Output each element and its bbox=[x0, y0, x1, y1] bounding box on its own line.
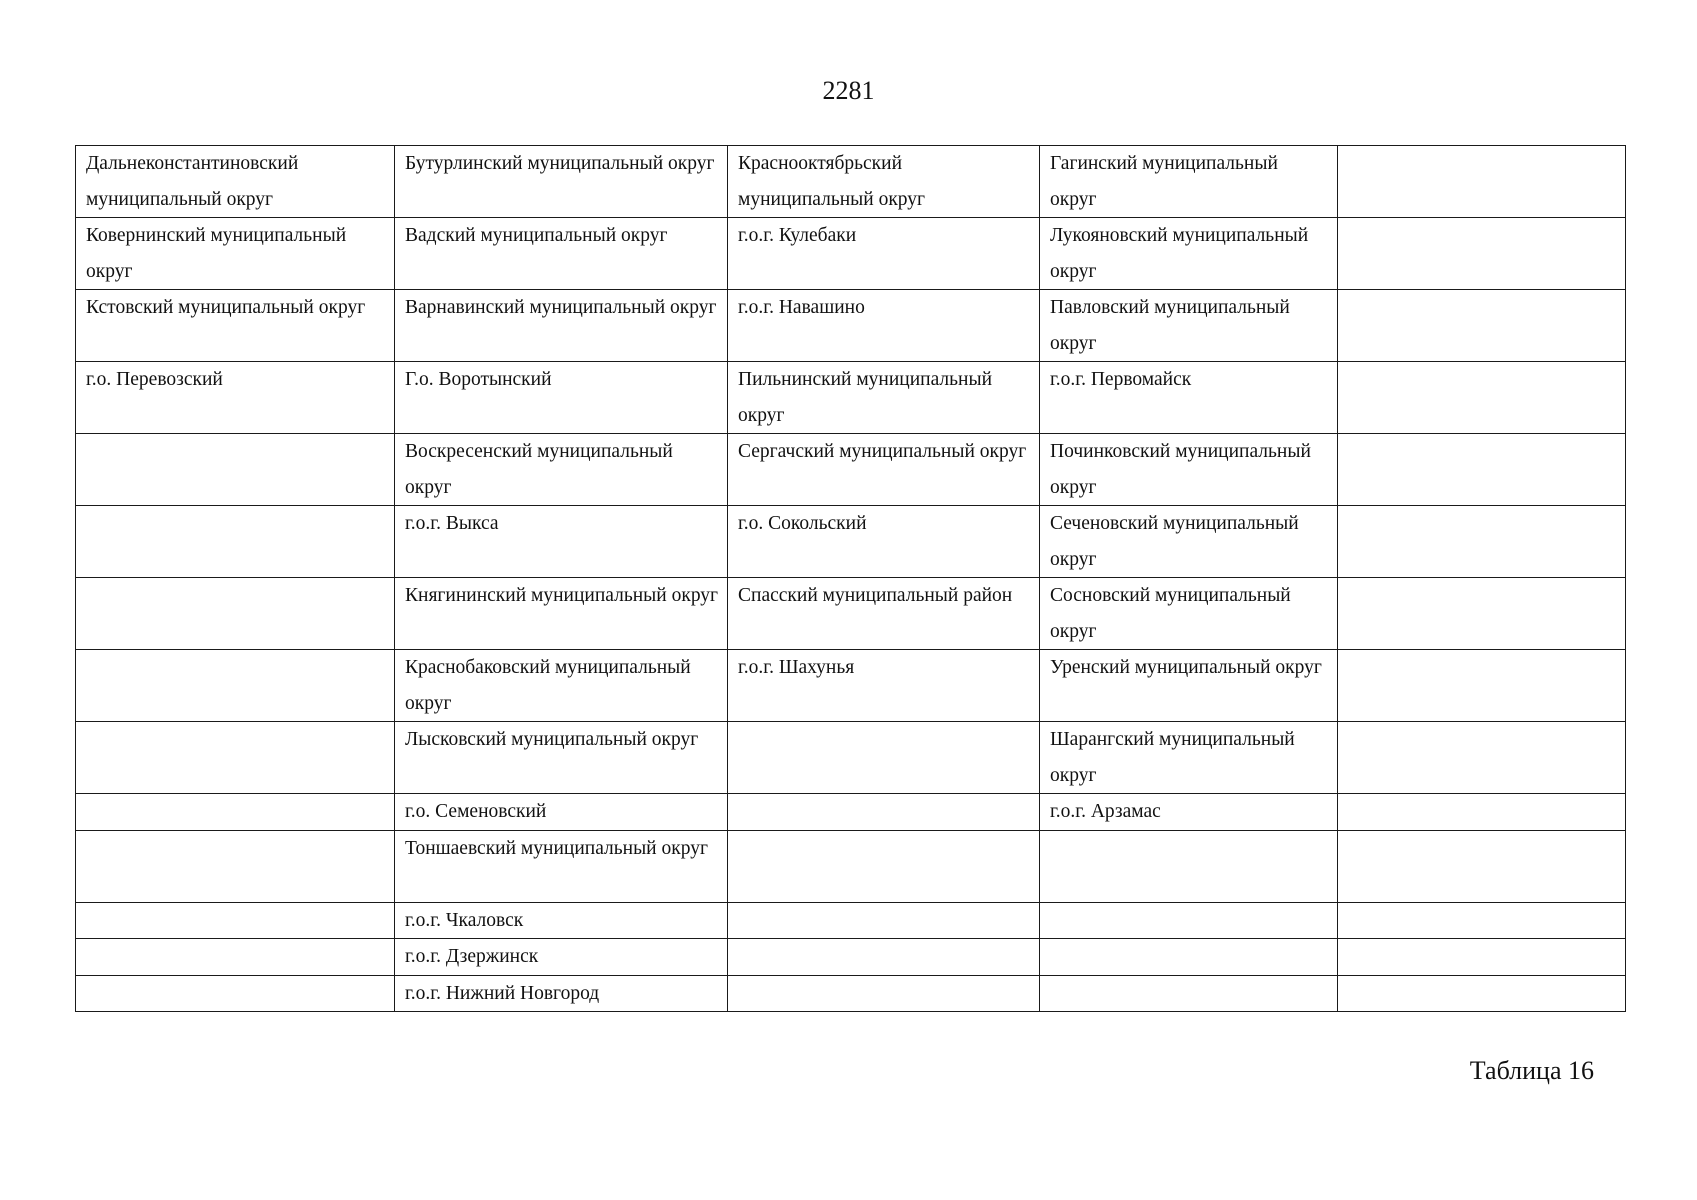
table-cell: г.о. Перевозский bbox=[76, 362, 395, 434]
table-cell bbox=[1040, 830, 1338, 902]
table-cell bbox=[1338, 902, 1626, 939]
table-cell: Ковернинский муниципальный округ bbox=[76, 218, 395, 290]
table-cell: Починковский муниципальный округ bbox=[1040, 434, 1338, 506]
table-cell bbox=[76, 506, 395, 578]
table-cell: Кстовский муниципальный округ bbox=[76, 290, 395, 362]
table-cell bbox=[728, 722, 1040, 794]
table-cell: Варнавинский муниципальный округ bbox=[395, 290, 728, 362]
table-cell bbox=[76, 830, 395, 902]
table-cell bbox=[1040, 939, 1338, 976]
table-row bbox=[76, 939, 1626, 976]
table-cell bbox=[76, 434, 395, 506]
table-row bbox=[76, 218, 1626, 290]
table-cell bbox=[1338, 506, 1626, 578]
table-cell: г.о.г. Дзержинск bbox=[395, 939, 728, 976]
table-cell bbox=[1338, 650, 1626, 722]
table-cell bbox=[1338, 362, 1626, 434]
table-cell bbox=[1338, 794, 1626, 831]
table-cell: Краснооктябрьский муниципальный округ bbox=[728, 146, 1040, 218]
table-cell: г.о.г. Первомайск bbox=[1040, 362, 1338, 434]
table-cell: Княгининский муниципальный округ bbox=[395, 578, 728, 650]
table-cell bbox=[1338, 146, 1626, 218]
table-cell bbox=[1338, 830, 1626, 902]
table-cell bbox=[1040, 902, 1338, 939]
table-cell bbox=[76, 722, 395, 794]
table-cell: Уренский муниципальный округ bbox=[1040, 650, 1338, 722]
table-cell: Сосновский муниципальный округ bbox=[1040, 578, 1338, 650]
table-cell bbox=[1338, 975, 1626, 1012]
table-cell bbox=[728, 975, 1040, 1012]
table-row bbox=[76, 506, 1626, 578]
table-cell: г.о.г. Чкаловск bbox=[395, 902, 728, 939]
table-cell: Шарангский муниципальный округ bbox=[1040, 722, 1338, 794]
table-cell bbox=[1040, 975, 1338, 1012]
table-caption: Таблица 16 bbox=[1469, 1056, 1594, 1085]
table-cell bbox=[76, 794, 395, 831]
table-cell: Спасский муниципальный район bbox=[728, 578, 1040, 650]
table-row bbox=[76, 722, 1626, 794]
table-cell bbox=[1338, 939, 1626, 976]
table-cell bbox=[76, 578, 395, 650]
table-row bbox=[76, 830, 1626, 902]
table-cell: Сеченовский муниципальный округ bbox=[1040, 506, 1338, 578]
table-cell bbox=[728, 830, 1040, 902]
table-cell: Сергачский муниципальный округ bbox=[728, 434, 1040, 506]
table-cell: Г.о. Воротынский bbox=[395, 362, 728, 434]
table-cell: Лукояновский муниципальный округ bbox=[1040, 218, 1338, 290]
table-cell bbox=[1338, 722, 1626, 794]
table-row bbox=[76, 650, 1626, 722]
table-row bbox=[76, 434, 1626, 506]
table-row bbox=[76, 902, 1626, 939]
table-cell: г.о.г. Нижний Новгород bbox=[395, 975, 728, 1012]
table-cell bbox=[1338, 218, 1626, 290]
table-cell: Краснобаковский муниципальный округ bbox=[395, 650, 728, 722]
table-cell bbox=[728, 902, 1040, 939]
table-cell bbox=[1338, 290, 1626, 362]
table-cell bbox=[1338, 578, 1626, 650]
table-row bbox=[76, 794, 1626, 831]
table-cell: Павловский муниципальный округ bbox=[1040, 290, 1338, 362]
table-cell bbox=[728, 939, 1040, 976]
table-cell: Гагинский муниципальный округ bbox=[1040, 146, 1338, 218]
table-cell: Дальнеконстантиновский муниципальный округ bbox=[76, 146, 395, 218]
table-cell: г.о. Сокольский bbox=[728, 506, 1040, 578]
table-row bbox=[76, 578, 1626, 650]
table-cell bbox=[76, 939, 395, 976]
table-cell bbox=[76, 975, 395, 1012]
table-cell: г.о. Семеновский bbox=[395, 794, 728, 831]
table-cell: Тоншаевский муниципальный округ bbox=[395, 830, 728, 902]
table-row bbox=[76, 146, 1626, 218]
table-cell: Вадский муниципальный округ bbox=[395, 218, 728, 290]
table-cell: Бутурлинский муниципальный округ bbox=[395, 146, 728, 218]
page-number: 2281 bbox=[822, 76, 875, 105]
table-cell: Воскресенский муниципальный округ bbox=[395, 434, 728, 506]
table-cell: г.о.г. Кулебаки bbox=[728, 218, 1040, 290]
table-cell: г.о.г. Арзамас bbox=[1040, 794, 1338, 831]
table-cell: Лысковский муниципальный округ bbox=[395, 722, 728, 794]
table-cell: г.о.г. Выкса bbox=[395, 506, 728, 578]
table-cell bbox=[1338, 434, 1626, 506]
table-row bbox=[76, 362, 1626, 434]
table-row bbox=[76, 290, 1626, 362]
table-row bbox=[76, 975, 1626, 1012]
table-cell: г.о.г. Шахунья bbox=[728, 650, 1040, 722]
table-cell: г.о.г. Навашино bbox=[728, 290, 1040, 362]
table-cell bbox=[76, 650, 395, 722]
districts-table bbox=[75, 145, 1626, 1012]
table-cell: Пильнинский муниципальный округ bbox=[728, 362, 1040, 434]
table-cell bbox=[76, 902, 395, 939]
table-cell bbox=[728, 794, 1040, 831]
